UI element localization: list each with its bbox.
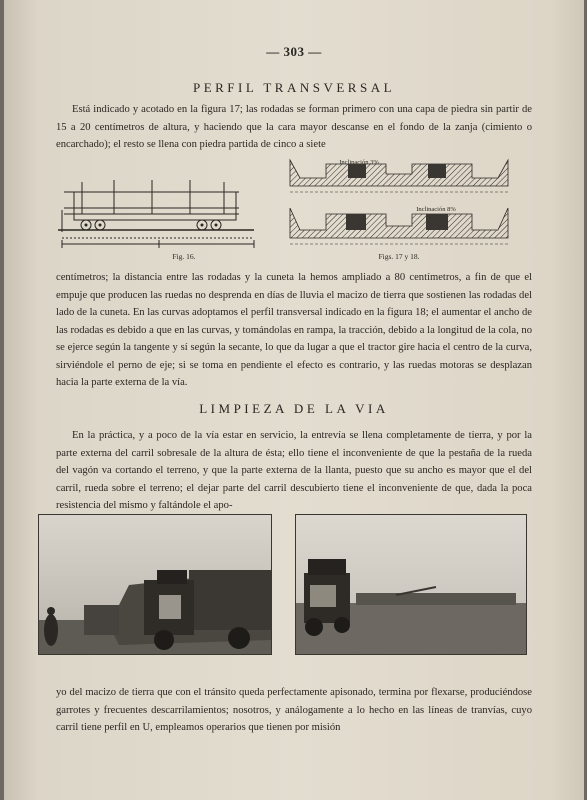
figure-16-wagon-drawing <box>54 172 264 252</box>
paragraph-perfil-1: Está indicado y acotado en la figura 17; las rodadas se forman primero con una capa de piedra sin partir de 15 a 20 centímetros de altura, y haciendo que la cara mayor descanse en el fondo de la zanja (cimiento o encarchado); el resto se llena con piedra partida de cinco a siete <box>56 104 532 150</box>
paragraph-limpieza-2: yo del macizo de tierra que con el tránsito queda perfectamente apisonado, termina por flexarse, produciéndose garrotes y frecuentes descarrilamientos; nosotros, y análogamente a lo hecho en las líneas de tranvías, cuyo carril tiene perfil en U, empleamos operarios que tienen por misión <box>56 687 532 733</box>
book-page <box>4 0 584 800</box>
figures-17-18-caption: Figs. 17 y 18. <box>378 252 420 261</box>
page-number: — 303 — <box>266 44 322 59</box>
figures-17-18-cross-sections <box>286 152 512 252</box>
section-title-perfil-transversal: PERFIL TRANSVERSAL <box>192 80 396 95</box>
figure-18-slope-label: Inclinación 8% <box>416 206 456 213</box>
section-title-limpieza-de-la-via: LIMPIEZA DE LA VIA <box>199 401 389 416</box>
figure-17-slope-label: Inclinación 3% <box>339 159 379 166</box>
photo-tractor-field <box>295 514 527 655</box>
paragraph-limpieza-1: En la práctica, y a poco de la vía estar en servicio, la entrevía se llena completamente de tierra, y por la parte externa del carril sobresale de la altura de ésta; ello tiene el inconveniente de que la pestaña de la rueda del vagón va cortando el terreno, y que la parte externa de la llanta, puesto que su ancho es mayor que el del carril, rueda sobre el terreno; el dejar parte del carril descubierto tiene el inconveniente de que, dada la poca resistencia del mismo y faltándole el apo- <box>56 430 532 511</box>
figure-16-caption: Fig. 16. <box>172 252 196 261</box>
photo-tractor-convoy <box>38 514 272 655</box>
paragraph-perfil-2: centímetros; la distancia entre las rodadas y la cuneta la hemos ampliado a 80 centímetros, a fin de que el empuje que producen las ruedas no desprenda en días de lluvia el macizo de tierra que sostienen las rodadas del lado de la cuneta. En las curvas adoptamos el perfil transversal indicado en la figura 18; el aumentar el ancho de las rodadas es debido a que en las curvas, y tomándolas en rampa, la tracción, debido a la longitud de la cola, no se ejerce según la tangente y sí según la secante, lo que da lugar a que el tractor gire hacia el centro de la curva, sirviéndole el perno de eje; si se toma en pendiente el efecto es contrario, y las ruedas motoras se desplazan hacia la parte externa de la vía. <box>56 272 532 388</box>
